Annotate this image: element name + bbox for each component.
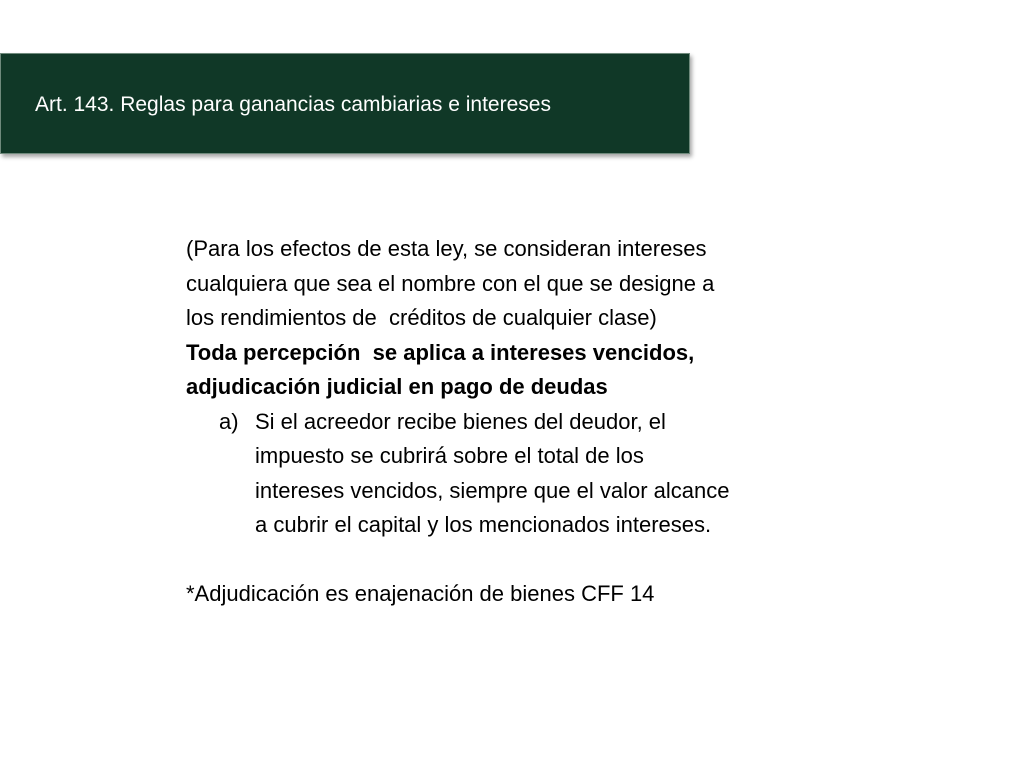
list-item-line: impuesto se cubrirá sobre el total de los: [255, 443, 644, 468]
slide-title: Art. 143. Reglas para ganancias cambiarias e intereses: [35, 93, 551, 116]
spacer: [186, 543, 826, 578]
title-banner: [0, 53, 690, 154]
bold-line: adjudicación judicial en pago de deudas: [186, 374, 608, 399]
list-item-line: Si el acreedor recibe bienes del deudor, el: [255, 408, 666, 434]
footnote: *Adjudicación es enajenación de bienes CFF 14: [186, 581, 655, 606]
bold-line: Toda percepción se aplica a intereses vencidos,: [186, 339, 695, 365]
list-item-line: intereses vencidos, siempre que el valor alcance: [255, 477, 730, 503]
list-item-a: [186, 405, 826, 543]
list-marker: a): [219, 408, 239, 434]
intro-line: cualquiera que sea el nombre con el que se designe a: [186, 270, 715, 296]
intro-line: (Para los efectos de esta ley, se consideran intereses: [186, 236, 707, 261]
list-item-line: a cubrir el capital y los mencionados intereses.: [255, 512, 712, 537]
intro-line: los rendimientos de créditos de cualquier clase): [186, 305, 657, 330]
slide-body: [186, 232, 826, 612]
